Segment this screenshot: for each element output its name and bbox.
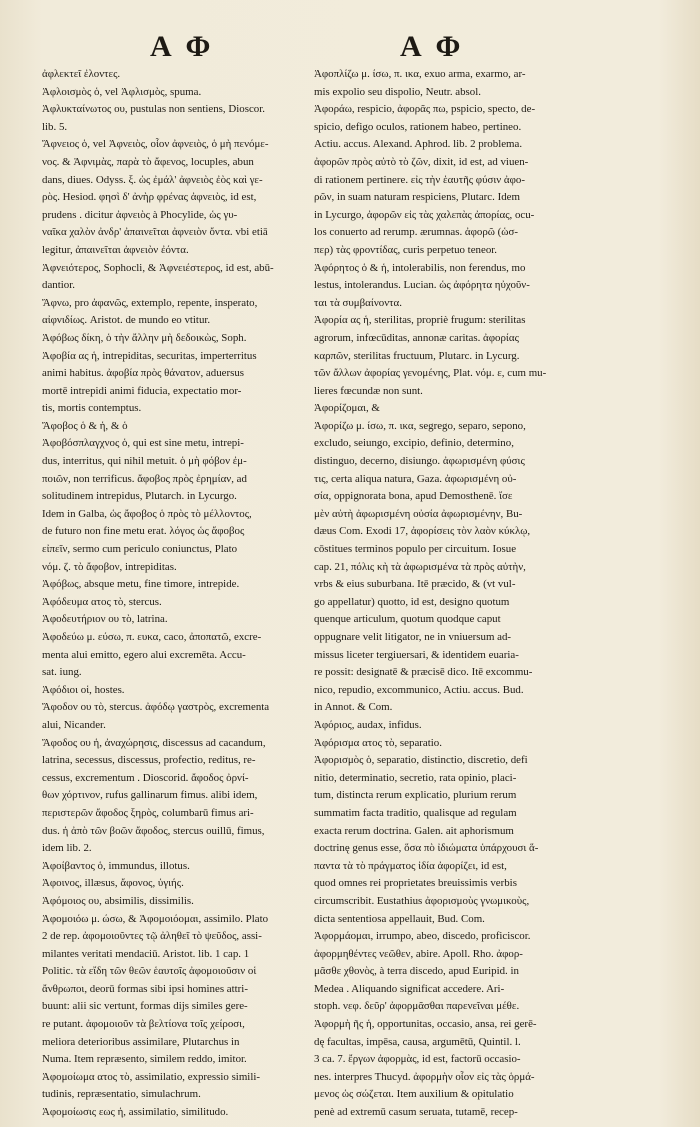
entry-line: ἀφορῶν πρὸς αὐτὸ τὸ ζῶν, dixit, id est, ad viuen- — [314, 155, 529, 168]
entry-line: Actiu. accus. Alexand. Aphrod. lib. 2 problema. — [314, 138, 523, 151]
entry-line: dans, diues. Odyss. ξ. ὡς ἐμάλ' ἀφνειὸς ἐὸς καὶ γε- — [42, 173, 263, 186]
entry-line: εἰπεῖν, sermo cum periculo coniunctus, Plato — [42, 543, 238, 556]
entry-line: Ἀφομοίωσις εως ἡ, assimilatio, similitudo. — [42, 1106, 229, 1119]
entry-line: Ἀφόβως, absque metu, fine timore, intrepide. — [42, 578, 240, 591]
dictionary-entry — [42, 260, 304, 295]
entry-line: νόμ. ζ. τὸ ἄφοβον, intrepiditas. — [42, 560, 177, 573]
entry-line: missus liceter tergiuersari, & identidem euaria- — [314, 648, 519, 661]
dictionary-entry — [314, 260, 580, 313]
entry-line: καρπῶν, sterilitas fructuum, Plutarc. in Lycurg. — [314, 349, 520, 362]
entry-line: mortē intrepidi animi fiducia, expectatio mor- — [42, 384, 242, 397]
entry-line: lieres fœcundæ non sunt. — [314, 384, 423, 397]
entry-line: vrbs & eius suburbana. Itē præcido, & (vt vul- — [314, 578, 516, 591]
entry-line: Ἀφλυκταίνωτος ου, pustulas non sentiens, Dioscor. — [42, 103, 265, 116]
entry-line: ποιῶν, non terrificus. ἄφοβος πρὸς ἐρημίαν, ad — [42, 472, 247, 485]
entry-line: prudens . dicitur ἀφνειὸς à Phocylide, ὡς γυ- — [42, 208, 238, 221]
entry-line: Ἀφορισμὸς ὁ, separatio, distinctio, discretio, defi — [314, 754, 528, 767]
dictionary-entry — [42, 682, 304, 700]
entry-line: dus. ἡ ἀπὸ τῶν βοῶν ἄφοδος, stercus ouillū, fimus, — [42, 824, 265, 837]
entry-line: Ἀφοδεύω μ. εύσω, π. ευκα, caco, ἀποπατῶ, excre- — [42, 631, 262, 643]
entry-line: Ἀφοβόσπλαγχνος ὁ, qui est sine metu, intrepi- — [42, 437, 244, 450]
entry-line: Ἀφόρισμα ατος τὸ, separatio. — [314, 736, 442, 749]
entry-line: go appellatur) quotto, id est, designo quotum — [314, 595, 510, 608]
entry-line: legitur, ἀπαινεῖται ἀφνειὸν ἐόντα. — [42, 243, 189, 256]
entry-line: Ἀφορμάομαι, irrumpo, abeo, discedo, proficiscor. — [314, 930, 531, 943]
dictionary-entry — [42, 611, 304, 629]
dictionary-entry — [42, 66, 304, 101]
entry-line: Ἀφοδευτήριον ου τὸ, latrina. — [42, 613, 168, 626]
entry-line: in Annot. & Com. — [314, 701, 393, 714]
entry-line: μενος ὡς σώζεται. Item auxilium & opitulatio — [314, 1088, 514, 1101]
entry-line: sat. iung. — [42, 666, 82, 679]
entry-line: Ἀφορία ας ἡ, sterilitas, propriè frugum: sterilitas — [314, 314, 526, 327]
entry-line: re putant. ἀφομοιοῦν τὰ βελτίονα τοῖς χείροσι, — [42, 1018, 245, 1031]
entry-line: milantes veritati mendaciū. Aristot. lib. 1 cap. 1 — [42, 947, 250, 960]
entry-line: buunt: alii sic vertunt, formas dijs similes gere- — [42, 1000, 248, 1013]
dictionary-entry — [42, 435, 304, 576]
dictionary-entry — [42, 101, 304, 136]
header-letters-left: Α Φ — [150, 30, 215, 63]
entry-line: Ἀφομοιόω μ. ώσω, & Ἀφομοιόομαι, assimilo. Plato — [42, 912, 269, 925]
dictionary-entry — [42, 735, 304, 858]
dictionary-entry — [42, 418, 304, 436]
entry-line: de futuro non fine metu erat. λόγος ὡς ἄφοβος — [42, 525, 245, 538]
entry-line: παντα τὰ τὸ πράγματος ἰδία ἀφορίζει, id est, — [314, 859, 507, 872]
entry-line: los conuerto ad rerump. ærumnas. ἀφορῶ (ὡσ- — [314, 226, 518, 239]
entry-line: θων χόρτινον, rufus gallinarum fimus. alibi idem, — [42, 789, 258, 802]
entry-line: Medea . Aliquando significat accedere. Ari- — [314, 982, 505, 995]
entry-line: περιστερῶν ἄφοδος ξηρὸς, columbarū fimus ari- — [42, 806, 254, 819]
entry-line: ται τὰ συμβαίνοντα. — [314, 296, 402, 309]
right-column — [314, 66, 580, 1122]
entry-line: latrina, secessus, discessus, profectio, reditus, re- — [42, 754, 256, 767]
entry-line: menta alui emitto, egero alui excremēta. Accu- — [42, 648, 246, 661]
entry-line: ἀφορμηθέντες νεῶθεν, abire. Apoll. Rho. ἀφορ- — [314, 947, 523, 960]
entry-line: Ἀφοίβαντος ὁ, immundus, illotus. — [42, 859, 190, 872]
running-header — [0, 30, 700, 70]
entry-line: ναῖκα χαλὸν ἀνδρ' ἀπαινεῖται ἀφνειὸν ὄντα. vbi etiā — [42, 226, 268, 239]
entry-line: Idem in Galba, ὡς ἄφοβος ὁ πρὸς τὸ μέλλοντος, — [42, 507, 252, 520]
dictionary-entry — [42, 295, 304, 330]
entry-line: Ἀφλοισμὸς ὁ, vel Ἀφλισμὸς, spuma. — [42, 85, 202, 98]
entry-line: nes. interpres Thucyd. ἀφορμὴν οἷον εἰς τὰς ὁρμά- — [314, 1070, 535, 1083]
entry-line: Ἄφνω, pro ἀφανῶς, extemplo, repente, insperato, — [42, 296, 258, 309]
entry-line: oppugnare velit litigator, ne in vniuersum ad- — [314, 631, 512, 643]
entry-line: summatim facta traditio, qualisque ad regulam — [314, 806, 517, 819]
entry-line: solitudinem intrepidus, Plutarch. in Lycurgo. — [42, 490, 237, 503]
dictionary-entry — [42, 330, 304, 348]
dictionary-entry — [42, 1069, 304, 1104]
entry-line: circumscribit. Eustathius ἀφορισμοὺς γνωμικοὺς, — [314, 894, 530, 907]
entry-line: dantior. — [42, 279, 75, 292]
entry-line: distinguo, decerno, disiungo. ἀφωρισμένη φύσις — [314, 455, 525, 468]
entry-line: exacta rerum doctrina. Galen. ait aphorismum — [314, 824, 514, 837]
entry-line: penè ad extremū casum seruata, tutamē, recep- — [314, 1106, 518, 1119]
entry-line: 3 ca. 7. ἔργων ἀφορμὰς, id est, factorū occasio- — [314, 1053, 521, 1066]
entry-line: Ἄφοβος ὁ & ἡ, & ὁ — [42, 419, 128, 432]
entry-line: Numa. Item repræsento, similem reddo, imitor. — [42, 1053, 247, 1066]
dictionary-entry — [314, 312, 580, 400]
entry-line: Ἀφοπλίζω μ. ίσω, π. ικα, exuo arma, exarmo, ar- — [314, 68, 526, 80]
dictionary-entry — [314, 66, 580, 101]
dictionary-entry — [42, 1104, 304, 1122]
entry-line: meliora deterioribus assimilare, Plutarchus in — [42, 1035, 240, 1048]
dictionary-entry — [42, 136, 304, 259]
entry-line: Ἀφόμοιος ου, absimilis, dissimilis. — [42, 894, 194, 907]
entry-line: dicta sententiosa appellauit, Bud. Com. — [314, 912, 485, 925]
dictionary-entry — [42, 348, 304, 418]
entry-line: cōstitues terminos populo per circuitum. Iosue — [314, 543, 517, 556]
entry-line: in Lycurgo, ἀφορῶν εἰς τὰς χαλεπὰς ἀπορίας, ocu- — [314, 208, 535, 221]
entry-line: τις, certa aliqua natura, Gaza. ἀφωρισμένη οὐ- — [314, 472, 517, 485]
entry-line: quod omnes rei proprietates breuissimis verbis — [314, 877, 517, 890]
entry-line: Ἀφόριος, audax, infidus. — [314, 718, 422, 731]
dictionary-entry — [42, 629, 304, 682]
entry-line: Ἄφοδος ου ἡ, ἀναχώρησις, discessus ad cacandum, — [42, 736, 266, 749]
dictionary-entry — [314, 400, 580, 418]
entry-line: Ἀφόβως δίκη, ὁ τὴν ἄλλην μὴ δεδοικὼς, Soph. — [42, 331, 247, 344]
dictionary-entry — [314, 752, 580, 928]
dictionary-entry — [42, 576, 304, 594]
entry-line: σία, oppignorata bona, apud Demosthenē. ἴσε — [314, 490, 513, 503]
entry-line: nitio, determinatio, secretio, rata opinio, placi- — [314, 771, 517, 784]
entry-line: animi habitus. ἀφοβία πρὸς θάνατον, aduersus — [42, 367, 245, 380]
entry-line: tis, mortis contemptus. — [42, 402, 142, 415]
entry-line: mis expolio seu dispolio, Neutr. absol. — [314, 85, 481, 98]
entry-line: cap. 21, πόλις κὴ τὰ ἀφωρισμένα τὰ πρὸς αὐτὴν, — [314, 560, 526, 573]
entry-line: μὲν αὐτὴ ἀφωρισμένη οὐσία ἀφωρισμένην, Bu- — [314, 507, 523, 520]
entry-line: 2 de rep. ἀφομοιοῦντες τῷ ἀληθεῖ τὸ ψεῦδος, assi- — [42, 930, 262, 943]
entry-line: Ἄφοδον ου τὸ, stercus. ἀφόδῳ γαστρὸς, excrementa — [42, 701, 270, 714]
entry-line: lestus, intolerandus. Lucian. ὡς ἀφόρητα ηὐχοῦν- — [314, 279, 530, 292]
entry-line: ἄνθρωποι, deorū formas sibi ipsi homines attri- — [42, 982, 248, 995]
left-column — [42, 66, 304, 1122]
entry-line: stoph. νεφ. δεῦρ' ἀφορμᾶσθαι παρενεῖναι μέθε. — [314, 1000, 520, 1013]
dictionary-entry — [314, 101, 580, 259]
dictionary-entry — [42, 893, 304, 911]
entry-line: Ἄφνειος ὁ, vel Ἀφνειὸς, οἷον ἀφνειὸς, ὁ μὴ πενόμε- — [42, 138, 269, 151]
entry-line: tum, distincta rerum explicatio, plurium rerum — [314, 789, 517, 802]
dictionary-entry — [42, 875, 304, 893]
entry-line: ρὸς. Hesiod. φησὶ δ' ἀνὴρ φρένας ἀφνειὸς, id est, — [42, 191, 257, 204]
entry-line: νος. & Ἀφνιμὰς, παρὰ τὸ ἄφενος, locuples, abun — [42, 155, 254, 168]
entry-line: Ἀφομοίωμα ατος τὸ, assimilatio, expressio simili- — [42, 1070, 261, 1083]
entry-line: tudinis, repræsentatio, simulachrum. — [42, 1088, 201, 1101]
entry-line: Ἀφοινος, illæsus, ἄφονος, ὑγιής. — [42, 877, 184, 890]
entry-line: Ἀφόδευμα ατος τὸ, stercus. — [42, 595, 162, 608]
entry-line: doctrinę genus esse, ὅσα πὸ ἰδιώματα ὑπάρχουσι ἅ- — [314, 842, 539, 855]
entry-line: Ἀφόρητος ὁ & ἡ, intolerabilis, non ferendus, mo — [314, 261, 526, 274]
entry-line: Ἀφορίζομαι, & — [314, 402, 380, 415]
dictionary-entry — [42, 858, 304, 876]
dictionary-entry — [42, 699, 304, 734]
header-letters-right: Α Φ — [400, 30, 465, 63]
dictionary-entry — [314, 928, 580, 1016]
entry-line: Ἀφνειότερος, Sophocli, & Ἀφνειέστερος, id est, abū- — [42, 261, 274, 274]
entry-line: μᾶσθε χθονὸς, à terra discedo, apud Euripid. in — [314, 965, 519, 978]
entry-line: αἰφνιδίως. Aristot. de mundo eo vtitur. — [42, 314, 211, 327]
entry-line: ρῶν, in suam naturam respiciens, Plutarc. Idem — [314, 191, 520, 204]
dictionary-entry — [314, 418, 580, 717]
entry-line: Ἀφόδιοι οἱ, hostes. — [42, 683, 125, 696]
entry-line: περ) τὰς φροντίδας, curis perpetuo teneor. — [314, 243, 498, 256]
entry-line: Ἀφορίζω μ. ίσω, π. ικα, segrego, separo, sepono, — [314, 419, 526, 432]
entry-line: spicio, defigo oculos, rationem habeo, pertineo. — [314, 120, 522, 133]
entry-line: Politic. τὰ εἴδη τῶν θεῶν ἑαυτοῖς ἀφομοιοῦσιν οἱ — [42, 965, 257, 978]
entry-line: Ἀφοράω, respicio, ἀφορᾶς πω, pspicio, specto, de- — [314, 103, 536, 116]
entry-line: dus, interritus, qui nihil metuit. ὁ μὴ φόβον ἐμ- — [42, 455, 247, 468]
entry-line: di rationem pertinere. εἰς τὴν ἑαυτῆς φύσιν ἀφο- — [314, 173, 525, 186]
entry-line: quenque articulum, quotum quodque caput — [314, 613, 501, 626]
entry-line: τῶν ἄλλων ἀφορίας γενομένης, Plat. νόμ. ε, cum mu- — [314, 367, 547, 380]
entry-line: dę facultas, impēsa, causa, argumētū, Quintil. l. — [314, 1035, 521, 1048]
dictionary-entry — [314, 735, 580, 753]
entry-line: idem lib. 2. — [42, 842, 92, 855]
entry-line: Ἀφοβία ας ἡ, intrepiditas, securitas, imperterritus — [42, 349, 257, 362]
entry-line: alui, Nicander. — [42, 718, 106, 731]
entry-line: nico, repudio, excommunico, Actiu. accus. Bud. — [314, 683, 524, 696]
dictionary-entry — [314, 1016, 580, 1122]
entry-line: agrorum, infœcūditas, annonæ caritas. ἀφορίας — [314, 331, 519, 344]
entry-line: lib. 5. — [42, 120, 68, 133]
entry-line: Ἀφορμὴ ῆς ἡ, opportunitas, occasio, ansa, rei gerē- — [314, 1018, 537, 1031]
entry-line: ἀφλεκτεῖ ἐλοντες. — [42, 68, 121, 80]
entry-line: excludo, seiungo, excipio, definio, determino, — [314, 437, 514, 450]
entry-line: dæus Com. Exodi 17, ἀφορίσεις τὸν λαὸν κύκλῳ, — [314, 525, 531, 538]
entry-line: re possit: designatē & præcisē dico. Itē excommu- — [314, 666, 533, 679]
dictionary-entry — [42, 594, 304, 612]
dictionary-entry — [314, 717, 580, 735]
entry-line: cessus, excrementum . Dioscorid. ἄφοδος ὀρνί- — [42, 771, 249, 784]
dictionary-entry — [42, 911, 304, 1069]
